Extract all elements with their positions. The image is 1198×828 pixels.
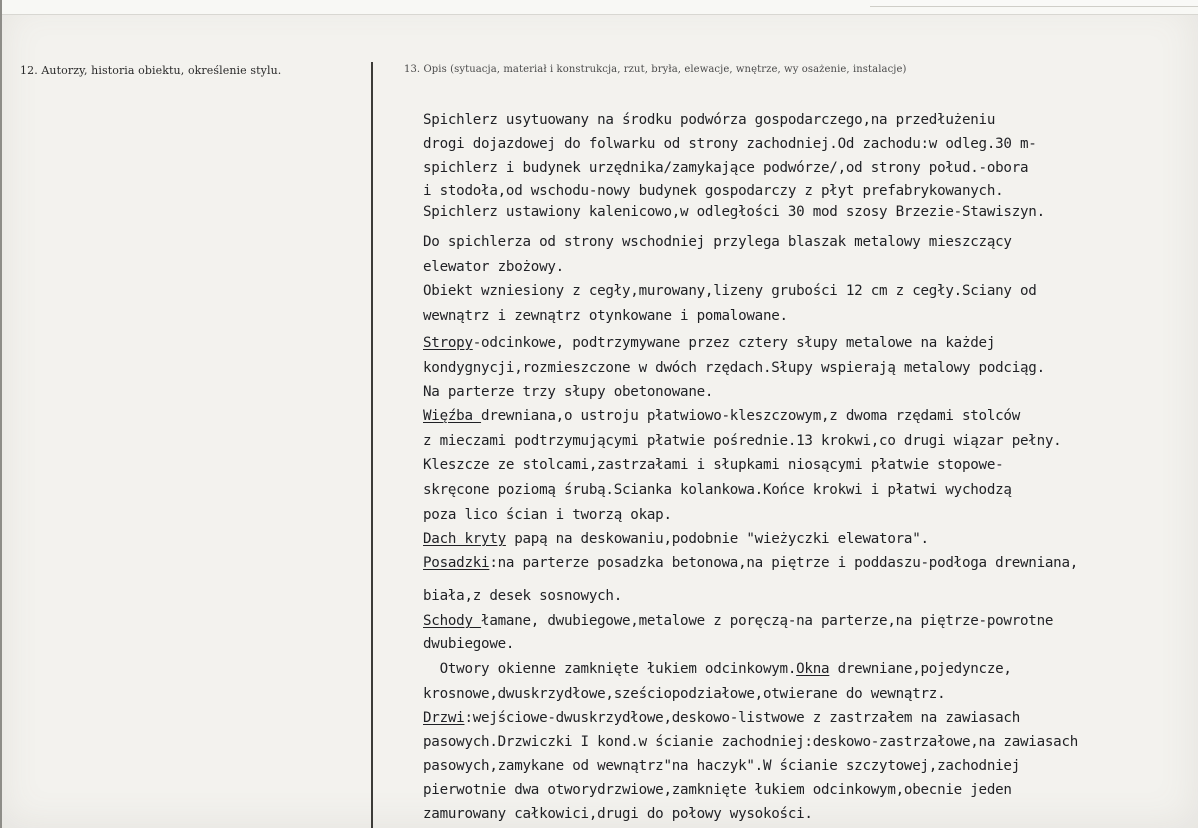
section-heading-wiezba: Więźba — [423, 408, 482, 424]
section-heading-drzwi: Drzwi — [423, 710, 465, 726]
description-line: Dach kryty papą na deskowaniu,podobnie "wieżyczki elewatora". — [423, 531, 929, 547]
section-heading-dach: Dach kryty — [423, 531, 506, 547]
section-heading-schody: Schody — [423, 613, 482, 629]
description-line: drogi dojazdowej do folwarku od strony zachodniej.Od zachodu:w odleg.30 m- — [423, 136, 1037, 152]
section-heading-stropy: Stropy — [423, 335, 473, 351]
description-line: Stropy-odcinkowe, podtrzymywane przez cztery słupy metalowe na każdej — [423, 335, 996, 351]
description-line: Więźba drewniana,o ustroju płatwiowo-kleszczowym,z dwoma rzędami stolców — [423, 408, 1021, 424]
description-line: Otwory okienne zamknięte łukiem odcinkowym.Okna drewniane,pojedyncze, — [423, 661, 1012, 677]
description-line: Na parterze trzy słupy obetonowane. — [423, 384, 714, 400]
description-line: dwubiegowe. — [423, 636, 515, 652]
column-divider-line — [371, 62, 373, 828]
description-line: Kleszcze ze stolcami,zastrzałami i słupkami niosącymi płatwie stopowe- — [423, 457, 1004, 473]
description-line: Posadzki:na parterze posadzka betonowa,na piętrze i poddaszu-podłoga drewniana, — [423, 555, 1079, 571]
description-line: skręcone poziomą śrubą.Scianka kolankowa.Końce krokwi i płatwi wychodzą — [423, 482, 1012, 498]
description-line: krosnowe,dwuskrzydłowe,sześciopodziałowe,otwierane do wewnątrz. — [423, 686, 946, 702]
description-line: pierwotnie dwa otworydrzwiowe,zamknięte łukiem odcinkowym,obecnie jeden — [423, 782, 1012, 798]
description-line: Spichlerz ustawiony kalenicowo,w odległości 30 mod szosy Brzezie-Stawiszyn. — [423, 204, 1045, 220]
description-line: z mieczami podtrzymującymi płatwie pośrednie.13 krokwi,co drugi wiązar pełny. — [423, 433, 1062, 449]
description-line: spichlerz i budynek urzędnika/zamykające podwórze/,od strony połud.-obora — [423, 160, 1029, 176]
description-line: Spichlerz usytuowany na środku podwórza gospodarczego,na przedłużeniu — [423, 112, 996, 128]
description-line: i stodoła,od wschodu-nowy budynek gospodarczy z płyt prefabrykowanych. — [423, 183, 1004, 199]
section-heading-okna: Okna — [796, 661, 830, 677]
description-line: Drzwi:wejściowe-dwuskrzydłowe,deskowo-listwowe z zastrzałem na zawiasach — [423, 710, 1021, 726]
description-line: Obiekt wzniesiony z cegły,murowany,lizeny grubości 12 cm z cegły.Sciany od — [423, 283, 1037, 299]
description-line: wewnątrz i zewnątrz otynkowane i pomalowane. — [423, 308, 788, 324]
description-line: poza lico ścian i tworzą okap. — [423, 507, 672, 523]
field-12-label: 12. Autorzy, historia obiektu, określenie stylu. — [20, 64, 282, 77]
description-line: pasowych,zamykane od wewnątrz"na haczyk".W ścianie szczytowej,zachodniej — [423, 758, 1020, 774]
left-border-line — [0, 0, 2, 828]
description-line: biała,z desek sosnowych. — [423, 588, 622, 604]
description-line: kondygnycji,rozmieszczone w dwóch rzędach.Słupy wspierają metalowy podciąg. — [423, 360, 1045, 376]
description-line: pasowych.Drzwiczki I kond.w ścianie zachodniej:deskowo-zastrzałowe,na zawiasach — [423, 734, 1079, 750]
field-13-label: 13. Opis (sytuacja, materiał i konstrukcja, rzut, bryła, elewacje, wnętrze, wy osażenie, instalacje) — [404, 64, 907, 75]
description-line: zamurowany całkowici,drugi do połowy wysokości. — [423, 806, 813, 822]
description-line: Do spichlerza od strony wschodniej przylega blaszak metalowy mieszczący — [423, 234, 1012, 250]
paper-fold-tab — [870, 0, 1198, 7]
section-heading-posadzki: Posadzki — [423, 555, 490, 571]
description-line: Schody łamane, dwubiegowe,metalowe z poręczą-na parterze,na piętrze-powrotne — [423, 613, 1054, 629]
description-line: elewator zbożowy. — [423, 259, 564, 275]
